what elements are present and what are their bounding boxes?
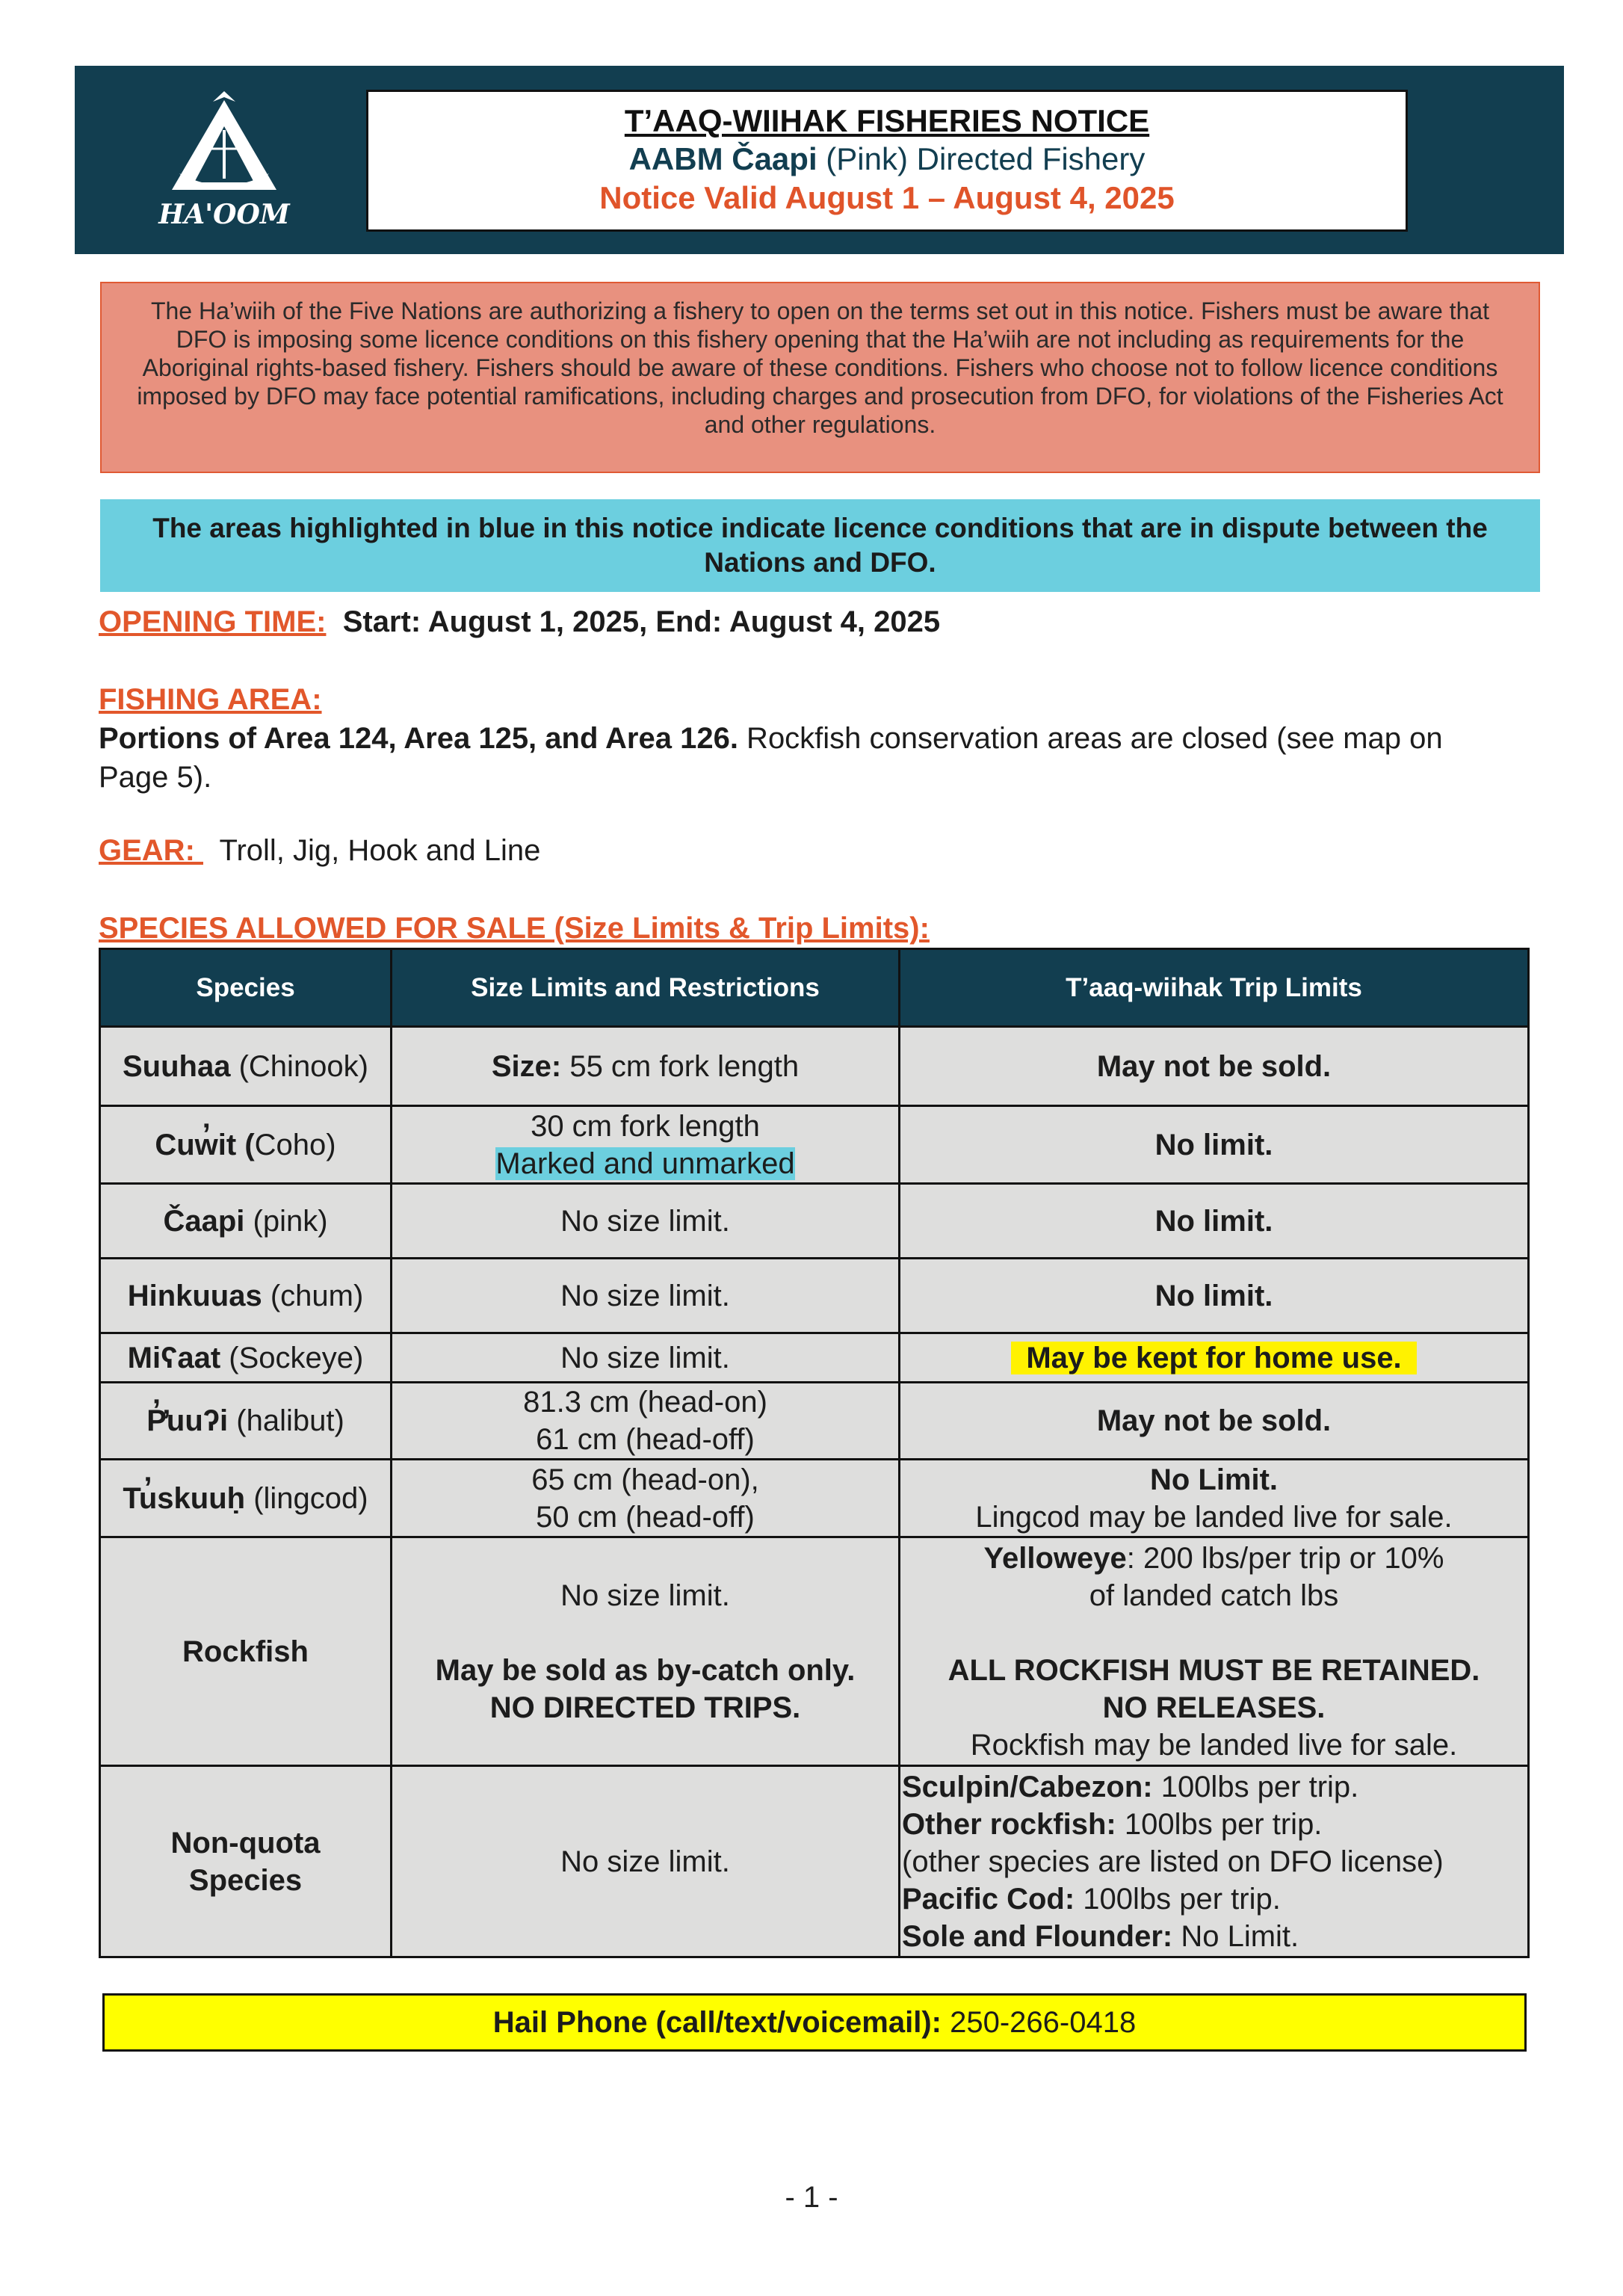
opening-time-line <box>99 602 940 641</box>
table-row <box>100 1460 1529 1537</box>
size-cell: No size limit. <box>392 1766 900 1957</box>
size-cell <box>392 1027 900 1106</box>
trip-line: : 200 lbs/per trip or 10% <box>1126 1541 1444 1575</box>
size-cell <box>392 1383 900 1460</box>
trip-cell <box>900 1537 1529 1766</box>
table-row <box>100 1259 1529 1333</box>
logo-text: HA'OOM <box>158 199 290 230</box>
trip-line: Rockfish may be landed live for sale. <box>970 1728 1458 1762</box>
size-cell: No size limit. <box>392 1333 900 1383</box>
species-table <box>99 948 1530 1958</box>
size-line: 50 cm (head-off) <box>536 1500 755 1534</box>
gear-label: GEAR: <box>99 834 203 867</box>
trip-value: 100lbs per trip. <box>1152 1770 1359 1803</box>
species-cell <box>100 1184 392 1259</box>
size-cell: No size limit. <box>392 1184 900 1259</box>
trip-label: Other rockfish: <box>902 1807 1116 1841</box>
species-heading-line <box>99 909 930 948</box>
trip-line: ALL ROCKFISH MUST BE RETAINED. <box>947 1653 1480 1687</box>
trip-note: (other species are listed on DFO license) <box>902 1845 1444 1878</box>
species-name: Miʕaat <box>127 1341 221 1374</box>
opening-time-value: Start: August 1, 2025, End: August 4, 2025 <box>342 605 941 638</box>
species-common: (halibut) <box>228 1404 344 1437</box>
trip-label: Sole and Flounder: <box>902 1919 1173 1953</box>
table-row <box>100 1383 1529 1460</box>
home-use-highlight: May be kept for home use. <box>1011 1342 1416 1374</box>
dispute-note-box: The areas highlighted in blue in this notice indicate licence conditions that are in dispute between the Nations and DFO. <box>100 499 1540 592</box>
subtitle-suffix: (Pink) Directed Fishery <box>817 141 1146 176</box>
notice-validity: Notice Valid August 1 – August 4, 2025 <box>599 180 1175 215</box>
haoom-logo <box>149 85 299 235</box>
fishing-area-label-line <box>99 680 322 719</box>
size-label: Size: <box>491 1049 562 1083</box>
trip-label: Pacific Cod: <box>902 1882 1075 1916</box>
table-row <box>100 1027 1529 1106</box>
species-cell <box>100 1383 392 1460</box>
disputed-condition: Marked and unmarked <box>495 1147 795 1180</box>
species-cell: Rockfish <box>100 1537 392 1766</box>
species-name: Cuw̓it ( <box>155 1128 255 1161</box>
yelloweye-label: Yelloweye <box>983 1541 1127 1575</box>
species-name: Suuhaa <box>123 1049 231 1083</box>
species-cell <box>100 1460 392 1537</box>
gear-value: Troll, Jig, Hook and Line <box>219 834 541 867</box>
size-line: 65 cm (head-on), <box>531 1463 759 1496</box>
species-common: (Sockeye) <box>220 1341 364 1374</box>
species-name-line: Species <box>188 1863 303 1897</box>
species-common: (chum) <box>262 1279 364 1312</box>
species-name: P̓̓uuʔi <box>146 1404 229 1437</box>
hail-phone-box <box>102 1993 1527 2052</box>
opening-time-label: OPENING TIME: <box>99 605 327 638</box>
header-trip-limits: T’aaq-wiihak Trip Limits <box>900 949 1529 1027</box>
notice-subtitle <box>368 140 1406 179</box>
trip-cell <box>900 1460 1529 1537</box>
table-header-row <box>100 949 1529 1027</box>
species-name: Tu̓skuuḥ <box>123 1481 246 1515</box>
size-value: 55 cm fork length <box>561 1049 800 1083</box>
size-line: 81.3 cm (head-on) <box>523 1386 767 1419</box>
fishing-area-bold: Portions of Area 124, Area 125, and Area 126. <box>99 722 738 755</box>
trip-line: Lingcod may be landed live for sale. <box>975 1500 1453 1534</box>
notice-header <box>75 66 1564 254</box>
fishing-area-label: FISHING AREA: <box>99 683 322 716</box>
species-heading: SPECIES ALLOWED FOR SALE (Size Limits & Trip Limits): <box>99 912 930 945</box>
title-box <box>366 90 1408 232</box>
fishing-area-text <box>99 719 1518 797</box>
species-common: (Chinook) <box>230 1049 368 1083</box>
table-row <box>100 1766 1529 1957</box>
species-name: Hinkuuas <box>127 1279 262 1312</box>
trip-line: of landed catch lbs <box>1089 1578 1339 1612</box>
species-cell <box>100 1027 392 1106</box>
trip-cell: No limit. <box>900 1106 1529 1184</box>
species-common: (pink) <box>244 1204 328 1238</box>
subtitle-prefix: AABM Čaapi <box>628 141 817 176</box>
fishing-area-rest: Rockfish conservation areas are closed (see map on Page 5). <box>99 722 1443 794</box>
size-cell: No size limit. <box>392 1259 900 1333</box>
species-name: Čaapi <box>163 1204 245 1238</box>
size-line: May be sold as by-catch only. <box>435 1653 856 1687</box>
trip-line: NO RELEASES. <box>1102 1691 1326 1724</box>
trip-value: 100lbs per trip. <box>1075 1882 1281 1916</box>
gear-line <box>99 831 540 870</box>
trip-line: No Limit. <box>1149 1463 1279 1496</box>
trip-cell <box>900 1766 1529 1957</box>
table-row <box>100 1106 1529 1184</box>
species-cell <box>100 1333 392 1383</box>
size-cell <box>392 1460 900 1537</box>
species-cell <box>100 1766 392 1957</box>
trip-cell: May not be sold. <box>900 1383 1529 1460</box>
header-species: Species <box>100 949 392 1027</box>
size-line: 61 cm (head-off) <box>536 1423 755 1456</box>
dfo-warning-box: The Ha’wiih of the Five Nations are authorizing a fishery to open on the terms set out in this notice. Fishers must be aware that DFO is imposing some licence conditions on this fishery opening that the Ha’wiih are not including as requirements for the Aboriginal rights-based fishery. Fishers should be aware of these conditions. Fishers who choose not to follow licence conditions imposed by DFO may face potential ramifications, including charges and prosecution from DFO, for violations of the Fisheries Act and other regulations. <box>100 282 1540 473</box>
size-cell <box>392 1106 900 1184</box>
size-line: 30 cm fork length <box>531 1109 760 1143</box>
size-cell <box>392 1537 900 1766</box>
header-size-limits: Size Limits and Restrictions <box>392 949 900 1027</box>
trip-label: Sculpin/Cabezon: <box>902 1770 1153 1803</box>
trip-value: No Limit. <box>1172 1919 1299 1953</box>
table-row <box>100 1333 1529 1383</box>
trip-cell: No limit. <box>900 1259 1529 1333</box>
notice-title: T’AAQ-WIIHAK FISHERIES NOTICE <box>624 103 1150 138</box>
trip-cell <box>900 1333 1529 1383</box>
hail-phone-label: Hail Phone (call/text/voicemail): <box>492 2006 942 2039</box>
size-line: No size limit. <box>560 1578 730 1612</box>
trip-cell: No limit. <box>900 1184 1529 1259</box>
trip-value: 100lbs per trip. <box>1116 1807 1323 1841</box>
table-row <box>100 1184 1529 1259</box>
species-common: (lingcod) <box>245 1481 368 1515</box>
species-cell <box>100 1106 392 1184</box>
species-name-line: Non-quota <box>170 1826 321 1860</box>
hail-phone-number: 250-266-0418 <box>941 2006 1137 2039</box>
page-number: - 1 - <box>785 2181 838 2214</box>
size-line: NO DIRECTED TRIPS. <box>489 1691 801 1724</box>
trip-cell: May not be sold. <box>900 1027 1529 1106</box>
table-row <box>100 1537 1529 1766</box>
species-cell <box>100 1259 392 1333</box>
species-common: Coho) <box>254 1128 336 1161</box>
